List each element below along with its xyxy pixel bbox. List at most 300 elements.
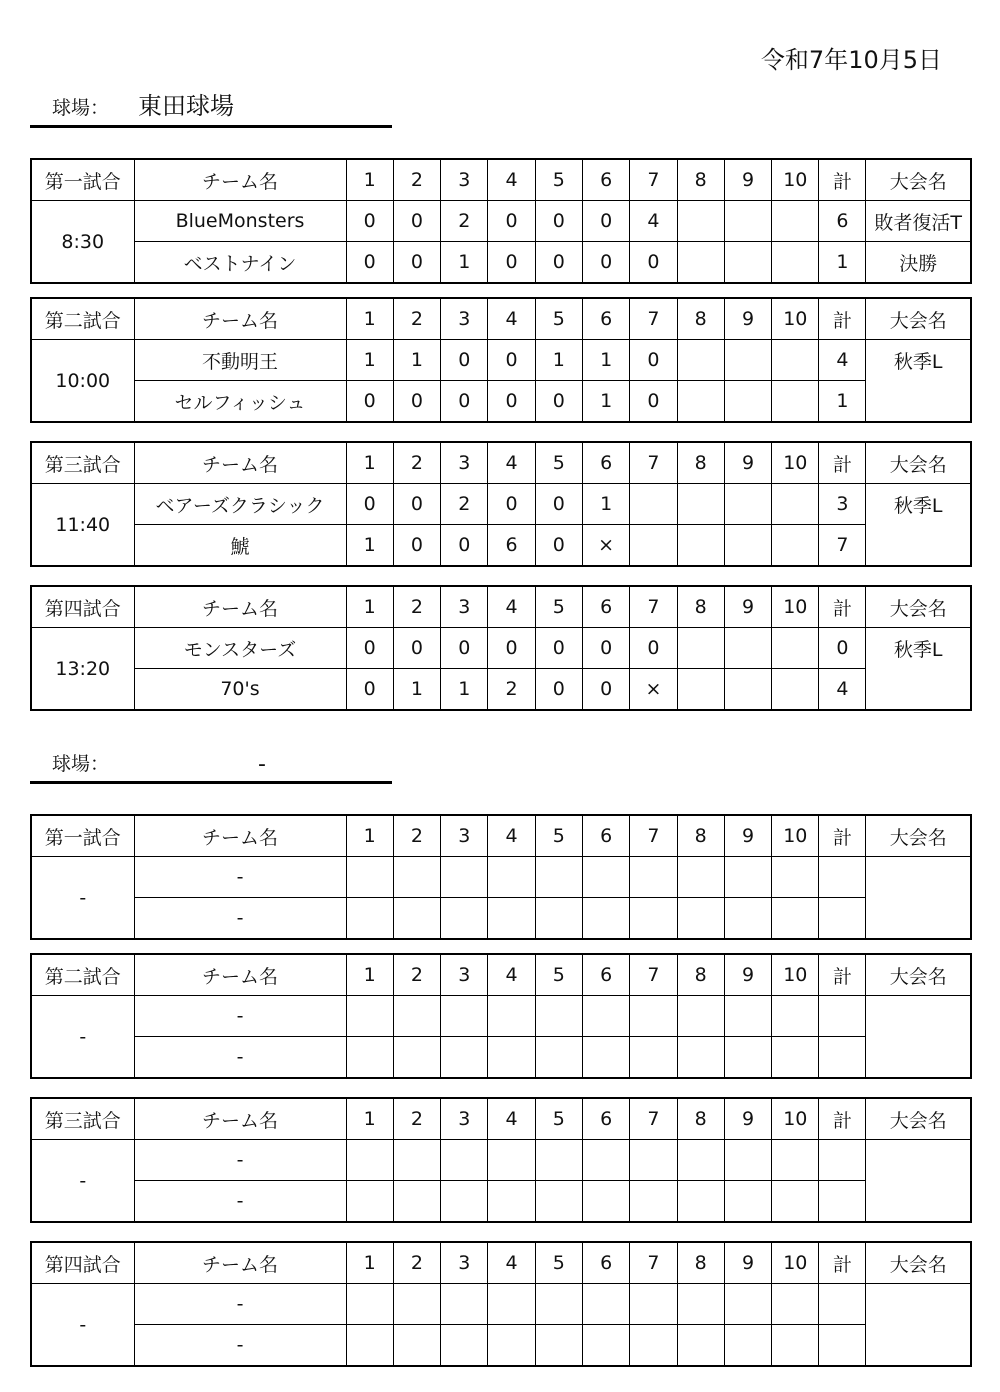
total-score: 1 <box>819 242 866 284</box>
team-column-header: チーム名 <box>134 815 346 857</box>
inning-score <box>724 242 771 284</box>
tournament-name <box>866 996 971 1079</box>
inning-score <box>772 996 819 1037</box>
inning-header: 9 <box>724 586 771 628</box>
inning-header: 10 <box>772 1242 819 1284</box>
inning-header: 3 <box>441 442 488 484</box>
inning-score <box>630 484 677 525</box>
start-time: - <box>31 996 134 1079</box>
team-name: 70's <box>134 669 346 711</box>
venue-name: - <box>258 752 266 777</box>
inning-score <box>724 381 771 423</box>
inning-header: 3 <box>441 815 488 857</box>
inning-score <box>535 898 582 940</box>
inning-score <box>441 1140 488 1181</box>
inning-score <box>630 1037 677 1079</box>
inning-score: 0 <box>441 381 488 423</box>
team-row <box>31 669 971 711</box>
inning-score: 6 <box>488 525 535 567</box>
inning-score <box>582 1181 629 1223</box>
inning-header: 5 <box>535 586 582 628</box>
inning-score <box>346 996 393 1037</box>
inning-score <box>441 1181 488 1223</box>
inning-score: 1 <box>441 669 488 711</box>
inning-header: 9 <box>724 159 771 201</box>
tournament-column-header: 大会名 <box>866 1098 971 1140</box>
inning-score: 0 <box>393 628 440 669</box>
inning-score: 0 <box>441 340 488 381</box>
total-score: 4 <box>819 669 866 711</box>
team-name: BlueMonsters <box>134 201 346 242</box>
venue-label: 球場： <box>52 97 110 119</box>
team-column-header: チーム名 <box>134 442 346 484</box>
team-row <box>31 1037 971 1079</box>
inning-score: 0 <box>346 201 393 242</box>
inning-score: 0 <box>630 242 677 284</box>
inning-score <box>535 1037 582 1079</box>
inning-score <box>535 996 582 1037</box>
inning-score <box>677 996 724 1037</box>
inning-score <box>724 669 771 711</box>
inning-score <box>677 898 724 940</box>
team-name: - <box>134 1140 346 1181</box>
venue-header <box>30 88 392 128</box>
inning-header: 7 <box>630 815 677 857</box>
game-label: 第三試合 <box>31 442 134 484</box>
team-column-header: チーム名 <box>134 1098 346 1140</box>
game-score-table <box>30 585 972 711</box>
inning-score: 0 <box>346 381 393 423</box>
team-name: - <box>134 1181 346 1223</box>
inning-score <box>677 381 724 423</box>
total-column-header: 計 <box>819 159 866 201</box>
inning-score: 1 <box>346 340 393 381</box>
inning-score: 1 <box>582 340 629 381</box>
inning-score <box>677 669 724 711</box>
inning-header: 1 <box>346 1242 393 1284</box>
inning-header: 3 <box>441 159 488 201</box>
team-column-header: チーム名 <box>134 159 346 201</box>
total-score: 4 <box>819 340 866 381</box>
team-name: セルフィッシュ <box>134 381 346 423</box>
inning-score: 0 <box>488 201 535 242</box>
start-time: - <box>31 1284 134 1367</box>
inning-score: 0 <box>393 525 440 567</box>
inning-score: 0 <box>346 242 393 284</box>
game-label: 第一試合 <box>31 815 134 857</box>
inning-header: 5 <box>535 954 582 996</box>
inning-score <box>724 1140 771 1181</box>
inning-header: 8 <box>677 298 724 340</box>
inning-score <box>582 996 629 1037</box>
inning-score: 0 <box>582 628 629 669</box>
start-time: 11:40 <box>31 484 134 567</box>
inning-score <box>677 201 724 242</box>
inning-score <box>772 857 819 898</box>
inning-score <box>488 1284 535 1325</box>
inning-score: 2 <box>441 484 488 525</box>
total-score <box>819 996 866 1037</box>
venue-name: 東田球場 <box>138 92 234 120</box>
team-row <box>31 996 971 1037</box>
inning-score <box>346 1140 393 1181</box>
team-row <box>31 242 971 284</box>
inning-score <box>772 628 819 669</box>
team-column-header: チーム名 <box>134 298 346 340</box>
inning-score: 0 <box>441 628 488 669</box>
inning-score <box>724 857 771 898</box>
inning-score: 1 <box>393 340 440 381</box>
start-time: 8:30 <box>31 201 134 284</box>
inning-header: 6 <box>582 159 629 201</box>
inning-header: 1 <box>346 586 393 628</box>
inning-header: 5 <box>535 815 582 857</box>
inning-score <box>724 1325 771 1367</box>
inning-score <box>630 996 677 1037</box>
inning-header: 2 <box>393 1242 440 1284</box>
inning-score <box>677 1140 724 1181</box>
team-row <box>31 898 971 940</box>
inning-header: 1 <box>346 442 393 484</box>
inning-score <box>677 484 724 525</box>
inning-header: 10 <box>772 298 819 340</box>
game-score-table <box>30 441 972 567</box>
inning-score <box>346 1181 393 1223</box>
team-row <box>31 1284 971 1325</box>
team-row <box>31 857 971 898</box>
start-time: - <box>31 857 134 940</box>
team-name: - <box>134 1325 346 1367</box>
team-row <box>31 1181 971 1223</box>
inning-header: 8 <box>677 815 724 857</box>
total-score <box>819 1325 866 1367</box>
inning-score: 0 <box>393 242 440 284</box>
tournament-name: 秋季L <box>866 340 971 423</box>
inning-score <box>772 525 819 567</box>
team-row <box>31 1140 971 1181</box>
inning-score <box>724 340 771 381</box>
inning-score <box>488 898 535 940</box>
inning-score <box>582 898 629 940</box>
inning-score <box>582 1140 629 1181</box>
document-date: 令和7年10月5日 <box>760 46 942 74</box>
inning-score <box>630 1325 677 1367</box>
inning-score: 0 <box>488 242 535 284</box>
inning-header: 6 <box>582 586 629 628</box>
inning-header: 9 <box>724 1098 771 1140</box>
inning-header: 8 <box>677 954 724 996</box>
inning-score: 1 <box>582 484 629 525</box>
inning-score <box>488 996 535 1037</box>
inning-header: 2 <box>393 298 440 340</box>
inning-score <box>724 996 771 1037</box>
tournament-column-header: 大会名 <box>866 954 971 996</box>
inning-header: 10 <box>772 1098 819 1140</box>
inning-score <box>630 1140 677 1181</box>
inning-score <box>677 1325 724 1367</box>
inning-header: 4 <box>488 1242 535 1284</box>
inning-score: 4 <box>630 201 677 242</box>
inning-header: 5 <box>535 1242 582 1284</box>
game-score-table <box>30 297 972 423</box>
inning-header: 9 <box>724 954 771 996</box>
inning-score <box>677 1037 724 1079</box>
header-row <box>31 1242 971 1284</box>
tournament-name: 敗者復活T <box>866 201 971 242</box>
inning-score: 0 <box>346 628 393 669</box>
inning-header: 1 <box>346 1098 393 1140</box>
inning-header: 1 <box>346 954 393 996</box>
inning-score: × <box>582 525 629 567</box>
inning-header: 6 <box>582 1098 629 1140</box>
inning-score <box>393 1037 440 1079</box>
inning-score <box>772 201 819 242</box>
venue-header <box>30 744 392 784</box>
game-score-table <box>30 953 972 1079</box>
inning-header: 10 <box>772 586 819 628</box>
inning-score <box>582 1037 629 1079</box>
tournament-name <box>866 1284 971 1367</box>
total-score: 6 <box>819 201 866 242</box>
inning-score: 0 <box>535 669 582 711</box>
inning-header: 3 <box>441 586 488 628</box>
inning-score: 0 <box>346 484 393 525</box>
total-score: 1 <box>819 381 866 423</box>
total-column-header: 計 <box>819 1242 866 1284</box>
inning-score: 0 <box>488 484 535 525</box>
inning-header: 9 <box>724 442 771 484</box>
team-row <box>31 628 971 669</box>
inning-score <box>630 1284 677 1325</box>
tournament-name <box>866 857 971 940</box>
inning-header: 8 <box>677 586 724 628</box>
inning-score <box>772 669 819 711</box>
team-column-header: チーム名 <box>134 954 346 996</box>
inning-header: 3 <box>441 1242 488 1284</box>
inning-score <box>724 484 771 525</box>
inning-header: 10 <box>772 815 819 857</box>
game-score-table <box>30 158 972 284</box>
inning-header: 8 <box>677 1098 724 1140</box>
inning-header: 7 <box>630 442 677 484</box>
inning-score <box>393 1325 440 1367</box>
inning-score <box>346 857 393 898</box>
header-row <box>31 815 971 857</box>
inning-score: 0 <box>535 628 582 669</box>
inning-score <box>488 857 535 898</box>
total-score <box>819 1140 866 1181</box>
inning-header: 4 <box>488 586 535 628</box>
inning-header: 8 <box>677 1242 724 1284</box>
team-name: ベストナイン <box>134 242 346 284</box>
inning-score <box>441 1037 488 1079</box>
inning-header: 2 <box>393 1098 440 1140</box>
total-column-header: 計 <box>819 298 866 340</box>
inning-score <box>346 1284 393 1325</box>
inning-header: 2 <box>393 586 440 628</box>
tournament-column-header: 大会名 <box>866 815 971 857</box>
total-column-header: 計 <box>819 954 866 996</box>
team-column-header: チーム名 <box>134 1242 346 1284</box>
inning-score: 1 <box>393 669 440 711</box>
tournament-column-header: 大会名 <box>866 586 971 628</box>
team-name: 鯱 <box>134 525 346 567</box>
inning-score <box>535 1140 582 1181</box>
inning-score <box>441 996 488 1037</box>
inning-header: 2 <box>393 159 440 201</box>
inning-header: 5 <box>535 298 582 340</box>
inning-score <box>772 1037 819 1079</box>
inning-score <box>677 1181 724 1223</box>
inning-score <box>630 1181 677 1223</box>
inning-score: 0 <box>582 201 629 242</box>
inning-header: 6 <box>582 1242 629 1284</box>
inning-score: 0 <box>630 381 677 423</box>
team-name: - <box>134 1284 346 1325</box>
total-column-header: 計 <box>819 1098 866 1140</box>
header-row <box>31 586 971 628</box>
inning-score <box>772 340 819 381</box>
inning-header: 3 <box>441 954 488 996</box>
inning-score <box>441 1284 488 1325</box>
total-score <box>819 1284 866 1325</box>
game-score-table <box>30 814 972 940</box>
inning-score: 0 <box>488 340 535 381</box>
inning-score: × <box>630 669 677 711</box>
inning-header: 6 <box>582 815 629 857</box>
total-score <box>819 1181 866 1223</box>
venue-label: 球場： <box>52 753 110 775</box>
header-row <box>31 442 971 484</box>
inning-header: 2 <box>393 442 440 484</box>
inning-header: 2 <box>393 954 440 996</box>
inning-score <box>488 1181 535 1223</box>
inning-score <box>488 1037 535 1079</box>
inning-score <box>772 1325 819 1367</box>
team-row <box>31 340 971 381</box>
inning-header: 8 <box>677 159 724 201</box>
team-name: - <box>134 857 346 898</box>
inning-score: 1 <box>346 525 393 567</box>
team-name: 不動明王 <box>134 340 346 381</box>
inning-score <box>772 242 819 284</box>
tournament-round: 決勝 <box>866 242 971 284</box>
inning-header: 7 <box>630 1098 677 1140</box>
inning-header: 7 <box>630 586 677 628</box>
inning-score <box>724 1181 771 1223</box>
inning-score <box>772 1284 819 1325</box>
inning-score <box>724 525 771 567</box>
inning-header: 9 <box>724 1242 771 1284</box>
inning-score: 0 <box>393 381 440 423</box>
team-row <box>31 525 971 567</box>
total-score <box>819 898 866 940</box>
inning-score: 0 <box>630 340 677 381</box>
inning-score: 1 <box>535 340 582 381</box>
inning-score <box>630 525 677 567</box>
tournament-column-header: 大会名 <box>866 298 971 340</box>
inning-header: 4 <box>488 954 535 996</box>
game-label: 第四試合 <box>31 586 134 628</box>
header-row <box>31 954 971 996</box>
inning-score: 0 <box>441 525 488 567</box>
inning-header: 9 <box>724 815 771 857</box>
inning-score: 0 <box>488 381 535 423</box>
inning-score <box>346 898 393 940</box>
tournament-column-header: 大会名 <box>866 442 971 484</box>
inning-score <box>724 201 771 242</box>
inning-header: 4 <box>488 1098 535 1140</box>
game-score-table <box>30 1097 972 1223</box>
inning-header: 10 <box>772 954 819 996</box>
inning-score: 0 <box>630 628 677 669</box>
inning-header: 7 <box>630 1242 677 1284</box>
inning-score <box>772 1181 819 1223</box>
team-name: モンスターズ <box>134 628 346 669</box>
inning-score: 0 <box>535 242 582 284</box>
inning-score <box>772 1140 819 1181</box>
inning-score <box>677 857 724 898</box>
game-score-table <box>30 1241 972 1367</box>
inning-score <box>346 1037 393 1079</box>
inning-score <box>724 1284 771 1325</box>
inning-header: 8 <box>677 442 724 484</box>
header-row <box>31 298 971 340</box>
total-score: 7 <box>819 525 866 567</box>
tournament-column-header: 大会名 <box>866 159 971 201</box>
inning-score <box>677 242 724 284</box>
inning-score: 0 <box>488 628 535 669</box>
inning-score <box>393 1181 440 1223</box>
tournament-name: 秋季L <box>866 628 971 711</box>
game-label: 第二試合 <box>31 954 134 996</box>
header-row <box>31 159 971 201</box>
team-row <box>31 1325 971 1367</box>
inning-score <box>488 1325 535 1367</box>
inning-header: 4 <box>488 815 535 857</box>
inning-score <box>441 1325 488 1367</box>
inning-header: 10 <box>772 159 819 201</box>
inning-header: 5 <box>535 159 582 201</box>
inning-header: 9 <box>724 298 771 340</box>
inning-score <box>582 1325 629 1367</box>
team-row <box>31 201 971 242</box>
inning-score <box>441 857 488 898</box>
inning-score <box>772 381 819 423</box>
inning-score: 1 <box>441 242 488 284</box>
team-name: ベアーズクラシック <box>134 484 346 525</box>
header-row <box>31 1098 971 1140</box>
total-column-header: 計 <box>819 442 866 484</box>
inning-score <box>724 1037 771 1079</box>
inning-header: 4 <box>488 442 535 484</box>
inning-score <box>535 1325 582 1367</box>
inning-score: 0 <box>535 484 582 525</box>
inning-score <box>393 857 440 898</box>
inning-score <box>393 996 440 1037</box>
team-name: - <box>134 1037 346 1079</box>
inning-score <box>630 857 677 898</box>
inning-score <box>582 1284 629 1325</box>
total-score: 3 <box>819 484 866 525</box>
inning-score <box>535 1284 582 1325</box>
inning-score <box>724 898 771 940</box>
inning-score <box>630 898 677 940</box>
start-time: - <box>31 1140 134 1223</box>
inning-score: 0 <box>346 669 393 711</box>
team-name: - <box>134 996 346 1037</box>
inning-score <box>582 857 629 898</box>
